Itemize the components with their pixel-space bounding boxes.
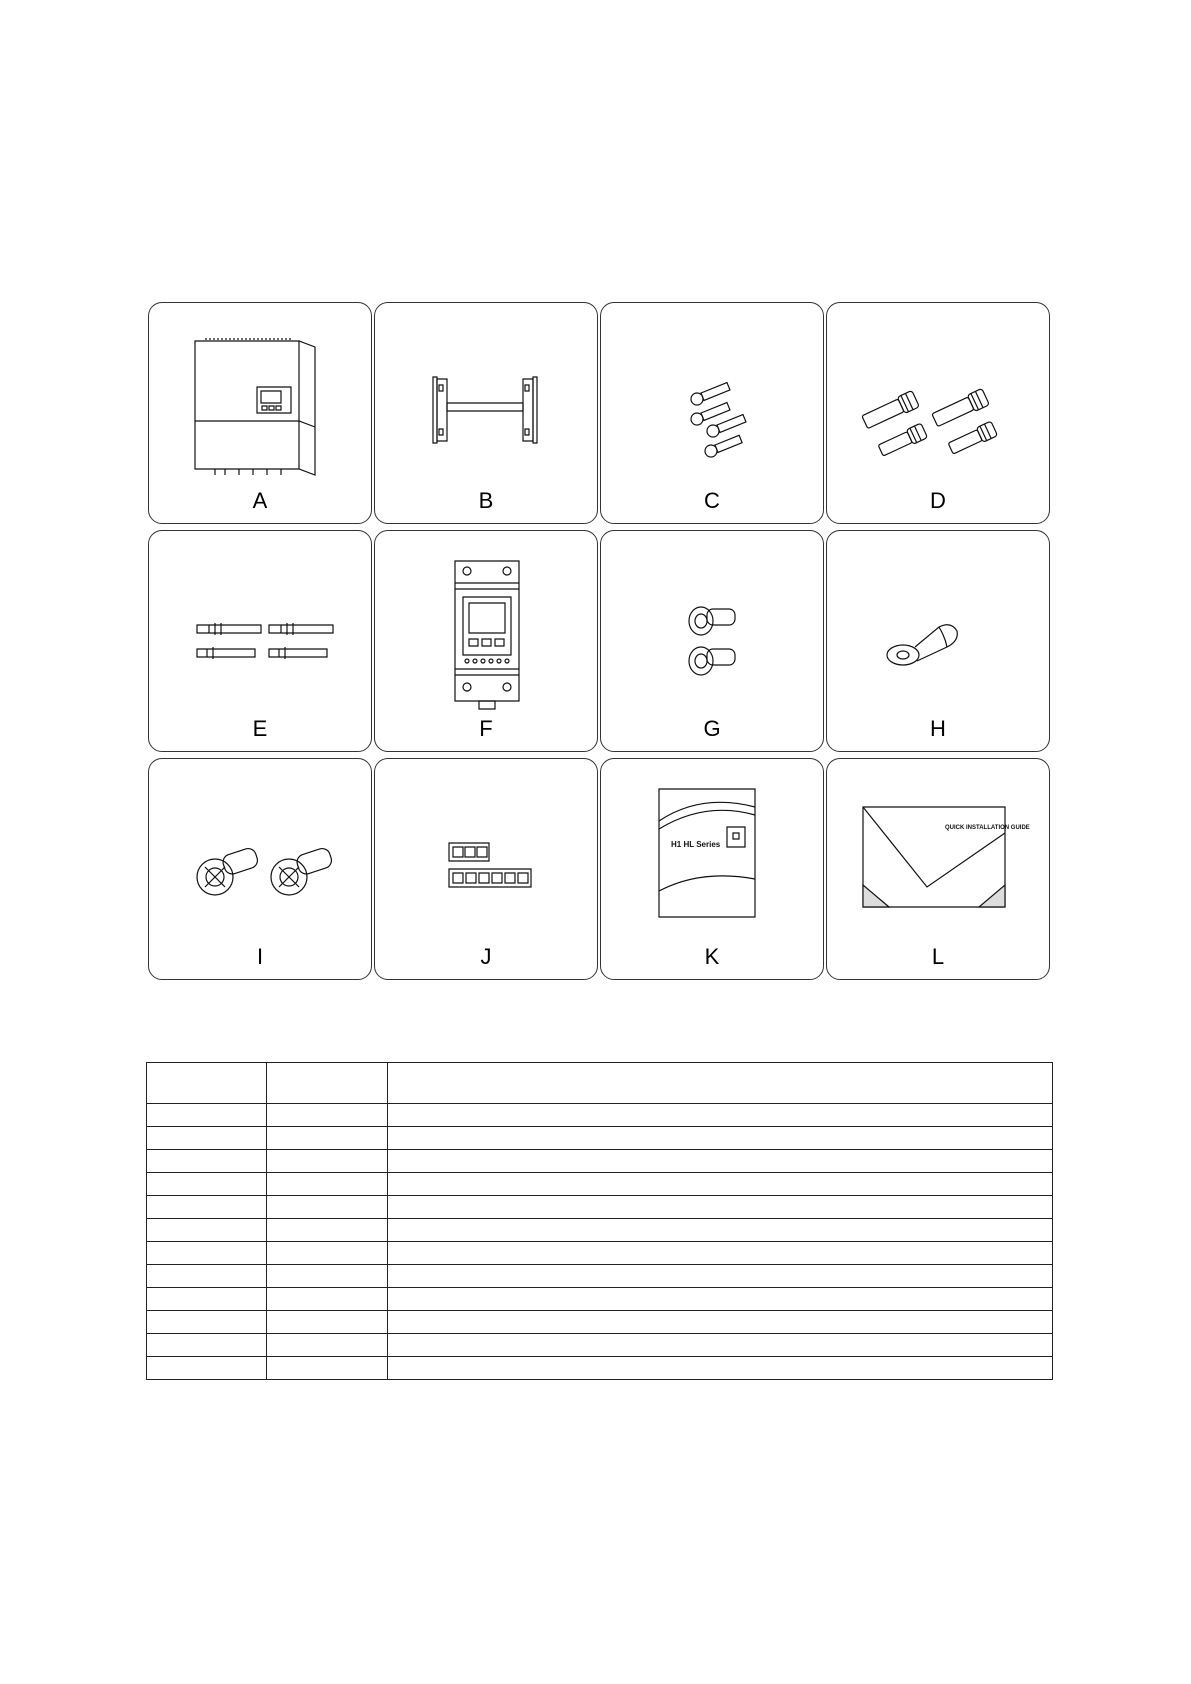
cable-glands-icon [149,759,373,939]
table-row [147,1104,1053,1127]
table-cell [267,1219,388,1242]
accessory-cell-a [148,302,372,524]
header-cell [147,1063,267,1104]
energy-meter-icon [375,531,599,711]
accessory-label: A [252,488,268,513]
header-cell [388,1063,1053,1104]
table-row [147,1196,1053,1219]
expansion-bolts-icon [601,303,825,483]
quick-installation-guide-icon [827,759,1051,939]
table-cell [147,1311,267,1334]
table-header-row [147,1063,1053,1104]
table-row [147,1288,1053,1311]
accessory-cell-i [148,758,372,980]
table-cell [388,1311,1053,1334]
table-cell [267,1173,388,1196]
accessory-label: C [704,488,720,513]
accessory-label: B [478,488,494,513]
table-cell [147,1334,267,1357]
table-cell [267,1242,388,1265]
table-cell [267,1127,388,1150]
table-row [147,1150,1053,1173]
table-cell [267,1288,388,1311]
table-row [147,1173,1053,1196]
table-cell [147,1288,267,1311]
accessory-label: I [256,944,264,969]
table-cell [388,1173,1053,1196]
table-cell [267,1311,388,1334]
table-cell [147,1127,267,1150]
accessory-cell-e [148,530,372,752]
accessory-label: L [931,944,945,969]
table-row [147,1219,1053,1242]
table-cell [388,1196,1053,1219]
table-cell [388,1265,1053,1288]
table-cell [267,1265,388,1288]
table-cell [147,1104,267,1127]
table-row [147,1357,1053,1380]
accessory-cell-k [600,758,824,980]
table-cell [147,1357,267,1380]
table-cell [388,1127,1053,1150]
accessory-cell-b [374,302,598,524]
accessory-label: K [704,944,720,969]
table-cell [388,1219,1053,1242]
table-cell [267,1334,388,1357]
packing-list-table [146,1062,1053,1380]
table-cell [267,1150,388,1173]
table-cell [267,1196,388,1219]
mounting-bracket-icon [375,303,599,483]
table-cell [147,1150,267,1173]
user-manual-icon [601,759,825,939]
accessory-grid [148,302,1052,980]
table-row [147,1127,1053,1150]
accessory-cell-c [600,302,824,524]
header-cell [267,1063,388,1104]
table-cell [388,1242,1053,1265]
table-cell [147,1265,267,1288]
accessory-cell-g [600,530,824,752]
screws-icon [601,531,825,711]
accessory-cell-d [826,302,1050,524]
accessory-label: J [480,944,492,969]
accessory-cell-f [374,530,598,752]
accessory-cell-j [374,758,598,980]
accessory-label: F [479,716,493,741]
accessory-cell-h [826,530,1050,752]
ring-terminal-icon [827,531,1051,711]
terminal-blocks-icon [375,759,599,939]
table-cell [388,1357,1053,1380]
accessory-cell-l [826,758,1050,980]
table-cell [147,1173,267,1196]
table-cell [267,1104,388,1127]
table-row [147,1242,1053,1265]
table-row [147,1311,1053,1334]
table-cell [147,1196,267,1219]
table-row [147,1265,1053,1288]
table-row [147,1334,1053,1357]
pv-connectors-icon [827,303,1051,483]
accessory-label: G [703,716,721,741]
accessory-label: H [930,716,946,741]
table-cell [388,1104,1053,1127]
pv-pin-contacts-icon [149,531,373,711]
table-cell [388,1150,1053,1173]
manual-cover-text: H1 HL Series [671,840,721,849]
table-cell [147,1219,267,1242]
accessory-label: D [930,488,946,513]
accessory-label: E [252,716,268,741]
table-cell [147,1242,267,1265]
table-cell [388,1288,1053,1311]
inverter-icon [149,303,373,483]
table-cell [267,1357,388,1380]
table-cell [388,1334,1053,1357]
guide-cover-text: QUICK INSTALLATION GUIDE [945,825,1030,831]
